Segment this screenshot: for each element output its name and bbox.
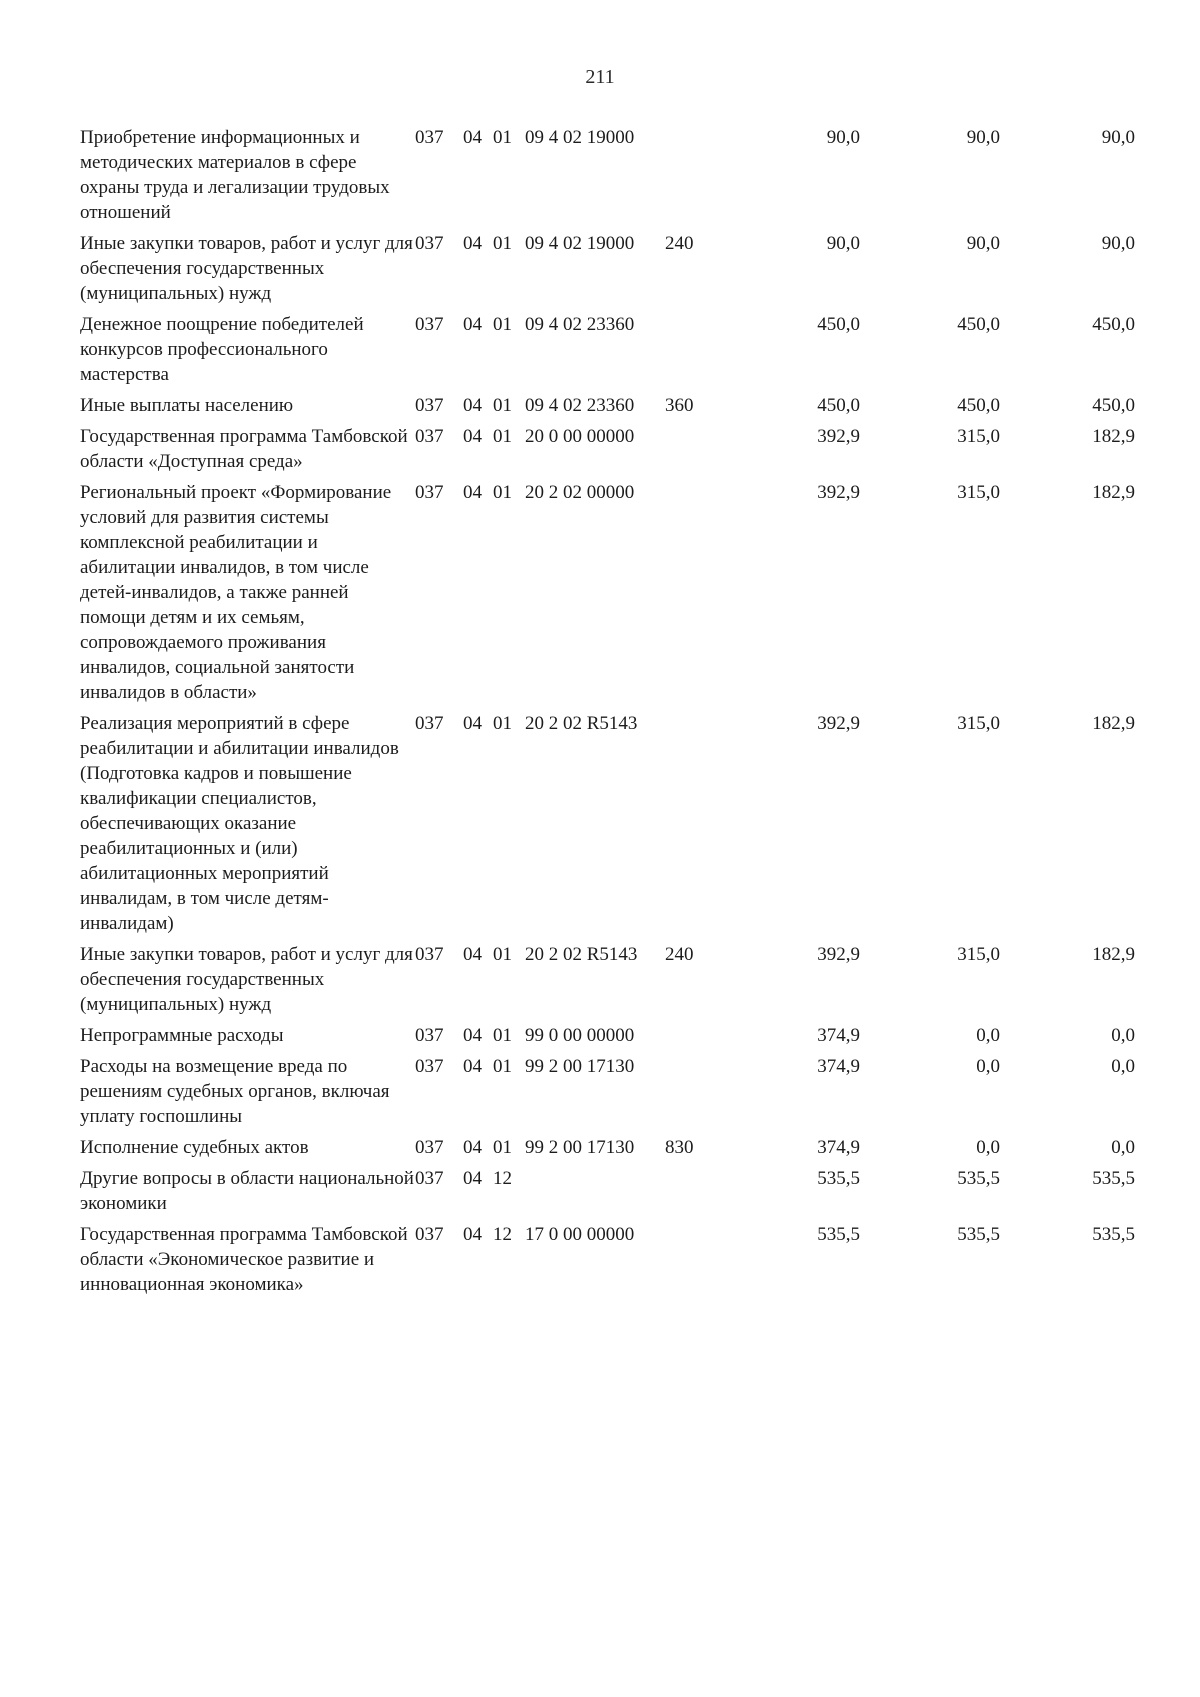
expense-name: Расходы на возмещение вреда по решениям судебных органов, включая уплату госпошлины: [80, 1056, 390, 1127]
amount-year-1: 392,9: [817, 944, 860, 965]
subsection-code: 01: [493, 482, 512, 503]
subsection-code: 01: [493, 127, 512, 148]
section-code: 04: [463, 395, 482, 416]
budget-table: [80, 125, 1160, 1303]
expense-name: Иные выплаты населению: [80, 395, 294, 416]
ministry-code: 037: [415, 1224, 444, 1245]
expense-type-code: 360: [665, 395, 694, 416]
amount-year-2: 90,0: [966, 127, 1000, 148]
amount-year-1: 374,9: [817, 1025, 860, 1046]
amount-year-2: 535,5: [957, 1224, 1000, 1245]
target-article-code: 09 4 02 19000: [525, 233, 635, 254]
subsection-code: 01: [493, 1137, 512, 1158]
amount-year-2: 315,0: [957, 482, 1000, 503]
ministry-code: 037: [415, 314, 444, 335]
amount-year-1: 450,0: [817, 314, 860, 335]
table-row: [80, 1135, 1160, 1160]
expense-name: Приобретение информационных и методических материалов в сфере охраны труда и легализации трудовых отношений: [80, 127, 390, 223]
amount-year-2: 0,0: [976, 1056, 1000, 1077]
amount-year-1: 450,0: [817, 395, 860, 416]
amount-year-3: 182,9: [1092, 713, 1135, 734]
amount-year-1: 535,5: [817, 1224, 860, 1245]
amount-year-3: 0,0: [1111, 1025, 1135, 1046]
table-row: [80, 942, 1160, 1017]
table-row: [80, 1023, 1160, 1048]
amount-year-3: 535,5: [1092, 1168, 1135, 1189]
expense-type-code: 830: [665, 1137, 694, 1158]
amount-year-3: 535,5: [1092, 1224, 1135, 1245]
subsection-code: 12: [493, 1168, 512, 1189]
ministry-code: 037: [415, 127, 444, 148]
expense-name: Реализация мероприятий в сфере реабилитации и абилитации инвалидов (Подготовка кадров и повышение квалификации специалистов, обеспечивающих оказание реабилитационных и (или) абилитационных мероприятий инвалидам, в том числе детям-инвалидам): [80, 713, 399, 934]
subsection-code: 01: [493, 314, 512, 335]
ministry-code: 037: [415, 944, 444, 965]
amount-year-2: 450,0: [957, 395, 1000, 416]
subsection-code: 01: [493, 426, 512, 447]
subsection-code: 01: [493, 713, 512, 734]
amount-year-3: 182,9: [1092, 482, 1135, 503]
ministry-code: 037: [415, 482, 444, 503]
section-code: 04: [463, 314, 482, 335]
amount-year-3: 90,0: [1101, 233, 1135, 254]
amount-year-3: 450,0: [1092, 395, 1135, 416]
table-row: [80, 231, 1160, 306]
target-article-code: 20 2 02 R5143: [525, 944, 638, 965]
section-code: 04: [463, 713, 482, 734]
amount-year-1: 90,0: [826, 127, 860, 148]
target-article-code: 20 2 02 R5143: [525, 713, 638, 734]
subsection-code: 01: [493, 395, 512, 416]
expense-name: Иные закупки товаров, работ и услуг для обеспечения государственных (муниципальных) нужд: [80, 233, 413, 304]
target-article-code: 09 4 02 23360: [525, 395, 635, 416]
ministry-code: 037: [415, 1025, 444, 1046]
expense-name: Денежное поощрение победителей конкурсов профессионального мастерства: [80, 314, 364, 385]
section-code: 04: [463, 482, 482, 503]
ministry-code: 037: [415, 1137, 444, 1158]
subsection-code: 01: [493, 233, 512, 254]
amount-year-3: 0,0: [1111, 1137, 1135, 1158]
section-code: 04: [463, 1056, 482, 1077]
ministry-code: 037: [415, 395, 444, 416]
table-row: [80, 1054, 1160, 1129]
amount-year-3: 0,0: [1111, 1056, 1135, 1077]
expense-name: Иные закупки товаров, работ и услуг для обеспечения государственных (муниципальных) нужд: [80, 944, 413, 1015]
expense-name: Исполнение судебных актов: [80, 1137, 309, 1158]
amount-year-2: 535,5: [957, 1168, 1000, 1189]
section-code: 04: [463, 426, 482, 447]
amount-year-3: 450,0: [1092, 314, 1135, 335]
section-code: 04: [463, 1137, 482, 1158]
amount-year-1: 374,9: [817, 1137, 860, 1158]
ministry-code: 037: [415, 233, 444, 254]
table-row: [80, 393, 1160, 418]
amount-year-2: 0,0: [976, 1137, 1000, 1158]
amount-year-1: 392,9: [817, 426, 860, 447]
section-code: 04: [463, 1025, 482, 1046]
expense-name: Региональный проект «Формирование условий для развития системы комплексной реабилитации и абилитации инвалидов, в том числе детей-инвалидов, а также ранней помощи детям и их семьям, сопровождаемого проживания инвалидов, социальной занятости инвалидов в области»: [80, 482, 392, 703]
section-code: 04: [463, 944, 482, 965]
amount-year-2: 90,0: [966, 233, 1000, 254]
page-number: 211: [585, 66, 615, 88]
table-row: [80, 1166, 1160, 1216]
target-article-code: 99 0 00 00000: [525, 1025, 635, 1046]
amount-year-2: 315,0: [957, 426, 1000, 447]
target-article-code: 17 0 00 00000: [525, 1224, 635, 1245]
subsection-code: 01: [493, 1025, 512, 1046]
ministry-code: 037: [415, 1056, 444, 1077]
amount-year-2: 0,0: [976, 1025, 1000, 1046]
amount-year-2: 450,0: [957, 314, 1000, 335]
target-article-code: 09 4 02 19000: [525, 127, 635, 148]
section-code: 04: [463, 1168, 482, 1189]
expense-type-code: 240: [665, 233, 694, 254]
section-code: 04: [463, 233, 482, 254]
target-article-code: 99 2 00 17130: [525, 1056, 635, 1077]
table-row: [80, 480, 1160, 705]
amount-year-1: 392,9: [817, 713, 860, 734]
target-article-code: 20 2 02 00000: [525, 482, 635, 503]
amount-year-2: 315,0: [957, 944, 1000, 965]
table-row: [80, 1222, 1160, 1297]
amount-year-1: 392,9: [817, 482, 860, 503]
table-row: [80, 312, 1160, 387]
amount-year-1: 90,0: [826, 233, 860, 254]
table-row: [80, 424, 1160, 474]
expense-name: Другие вопросы в области национальной экономики: [80, 1168, 414, 1214]
amount-year-3: 90,0: [1101, 127, 1135, 148]
amount-year-2: 315,0: [957, 713, 1000, 734]
ministry-code: 037: [415, 426, 444, 447]
target-article-code: 09 4 02 23360: [525, 314, 635, 335]
amount-year-3: 182,9: [1092, 426, 1135, 447]
expense-name: Непрограммные расходы: [80, 1025, 284, 1046]
expense-name: Государственная программа Тамбовской области «Доступная среда»: [80, 426, 408, 472]
target-article-code: 20 0 00 00000: [525, 426, 635, 447]
ministry-code: 037: [415, 713, 444, 734]
table-row: [80, 711, 1160, 936]
ministry-code: 037: [415, 1168, 444, 1189]
section-code: 04: [463, 1224, 482, 1245]
expense-type-code: 240: [665, 944, 694, 965]
table-row: [80, 125, 1160, 225]
target-article-code: 99 2 00 17130: [525, 1137, 635, 1158]
subsection-code: 01: [493, 1056, 512, 1077]
subsection-code: 12: [493, 1224, 512, 1245]
amount-year-1: 374,9: [817, 1056, 860, 1077]
amount-year-1: 535,5: [817, 1168, 860, 1189]
subsection-code: 01: [493, 944, 512, 965]
section-code: 04: [463, 127, 482, 148]
expense-name: Государственная программа Тамбовской области «Экономическое развитие и инновационная экономика»: [80, 1224, 408, 1295]
amount-year-3: 182,9: [1092, 944, 1135, 965]
